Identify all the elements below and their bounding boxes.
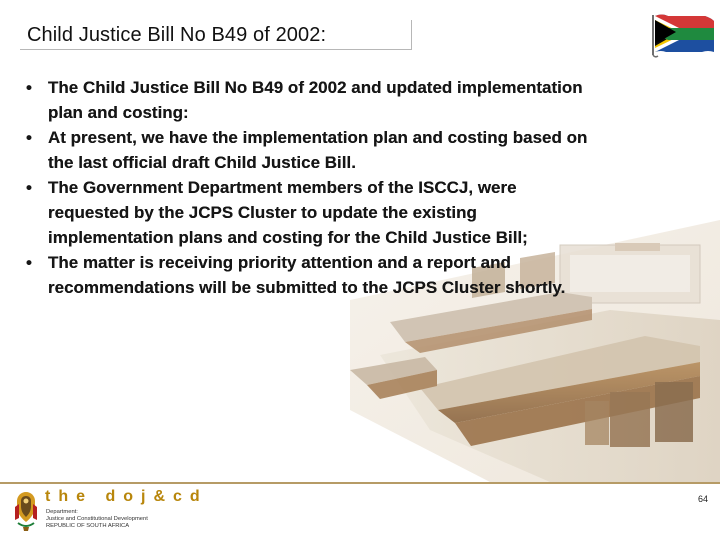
bullet-icon: •	[26, 128, 32, 147]
footer-divider	[0, 482, 720, 484]
bullet-text	[48, 175, 702, 250]
title-box	[20, 20, 412, 50]
bullet-line: The matter is receiving priority attention and a report and	[48, 253, 511, 272]
south-africa-flag-icon	[648, 8, 718, 62]
footer-subtitle	[46, 509, 171, 530]
footer-subtitle-line: Department:	[46, 509, 78, 515]
bullet-line: requested by the JCPS Cluster to update the existing	[48, 203, 477, 222]
bullet-line: implementation plans and costing for the Child Justice Bill;	[48, 228, 528, 247]
bullet-item	[22, 250, 702, 300]
bullet-item	[22, 175, 702, 250]
bullet-text	[48, 125, 702, 175]
bullet-icon: •	[26, 78, 32, 97]
bullet-line: recommendations will be submitted to the JCPS Cluster shortly.	[48, 278, 566, 297]
bullet-icon: •	[26, 178, 32, 197]
coat-of-arms-icon	[11, 489, 41, 533]
slide-title: Child Justice Bill No B49 of 2002:	[27, 24, 327, 46]
bullet-line: At present, we have the implementation plan and costing based on	[48, 128, 588, 147]
bullet-item	[22, 75, 702, 125]
footer-subtitle-line: Justice and Constitutional Development	[46, 516, 148, 522]
bullet-icon: •	[26, 253, 32, 272]
bullet-text	[48, 75, 702, 125]
footer	[0, 482, 720, 540]
bullet-list	[22, 75, 702, 300]
bullet-text	[48, 250, 702, 300]
page-number: 64	[697, 494, 708, 504]
bullet-item	[22, 125, 702, 175]
bullet-line: The Child Justice Bill No B49 of 2002 and updated implementation	[48, 78, 583, 97]
bullet-line: The Government Department members of the ISCCJ, were	[48, 178, 517, 197]
footer-subtitle-line: REPUBLIC OF SOUTH AFRICA	[46, 523, 130, 529]
footer-brand: the doj&cd	[45, 488, 208, 505]
bullet-line: plan and costing:	[48, 103, 189, 122]
bullet-line: the last official draft Child Justice Bill.	[48, 153, 356, 172]
